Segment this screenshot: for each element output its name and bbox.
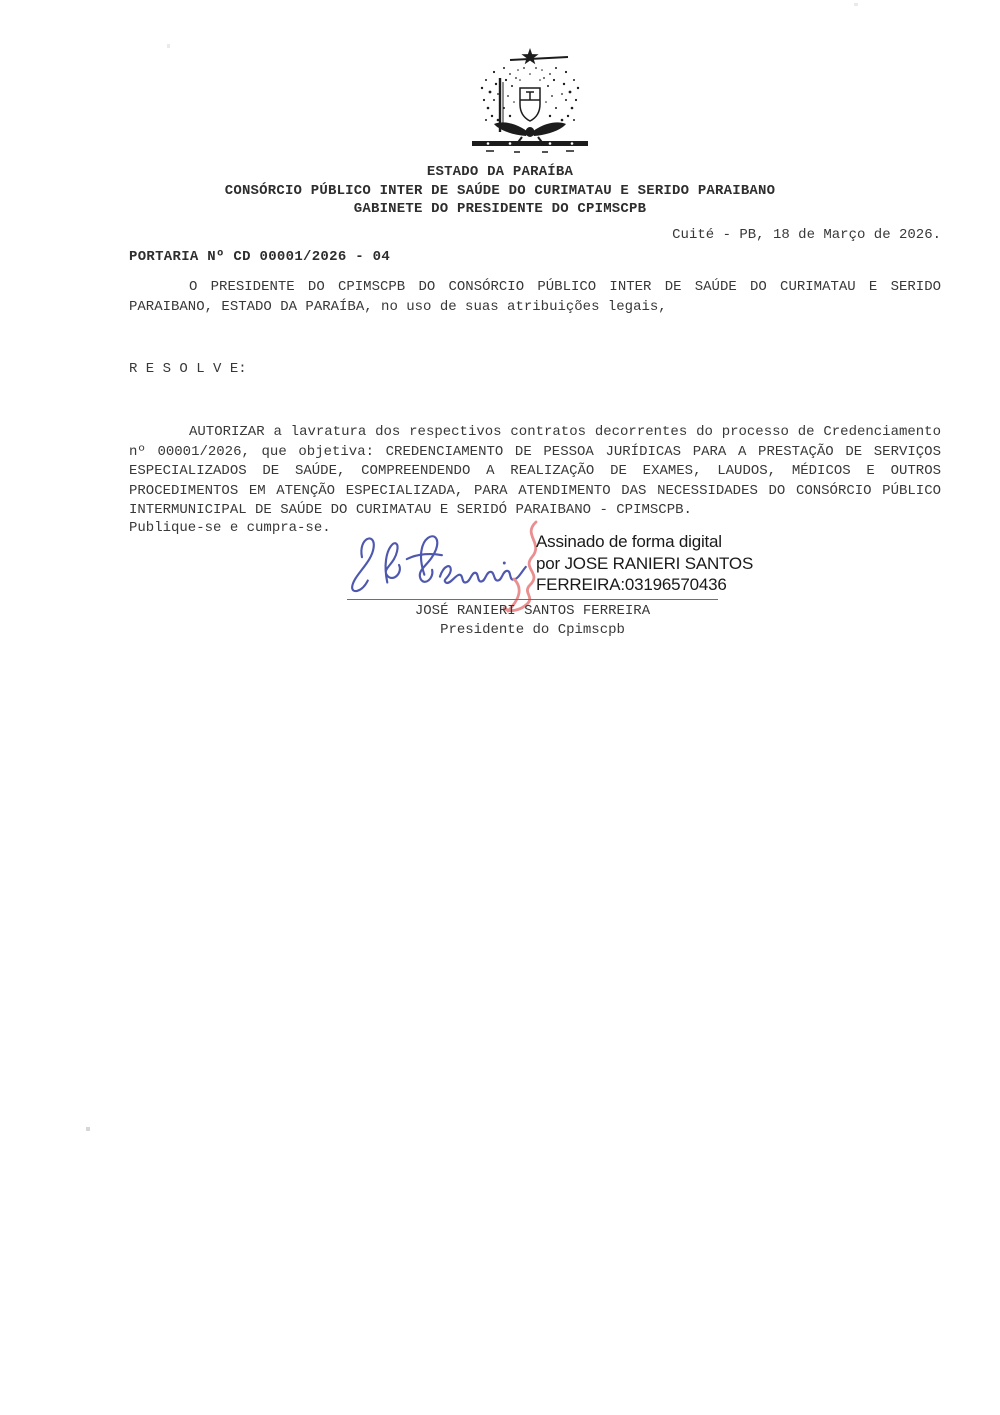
- signature-block: [0, 515, 1000, 665]
- doc-number: PORTARIA Nº CD 00001/2026 - 04: [129, 249, 391, 265]
- scan-artifact: [854, 3, 858, 6]
- stamp-line: Assinado de forma digital: [536, 532, 722, 551]
- signer-identity: [347, 602, 718, 639]
- shield: [520, 88, 540, 121]
- org-name-line3: GABINETE DO PRESIDENTE DO CPIMSCPB: [353, 201, 647, 217]
- closing-line: Publique-se e cumpra-se.: [129, 520, 331, 536]
- paraiba-coat-of-arms: [466, 44, 594, 160]
- resolution-paragraph: AUTORIZAR a lavratura dos respectivos contratos decorrentes do processo de Credenciamento nº 00001/2026, que objetiva: CREDENCIAMENTO DE PESSOA JURÍDICAS PARA A PRESTAÇÃO DE SERVIÇOS ESPECIALIZADOS DE SAÚDE, COMPREENDENDO A REALIZAÇÃO DE EXAMES, LAUDOS, MÉDICOS E OUTROS PROCEDIMENTOS EM ATENÇÃO ESPECIALIZADA, PARA ATENDIMENTO DAS NECESSIDADES DO CONSÓRCIO PÚBLICO INTERMUNICIPAL DE SAÚDE DO CURIMATAU E SERIDÓ PARAIBANO - CPIMSCPB.: [129, 424, 941, 518]
- scan-artifact: [167, 44, 170, 48]
- org-name-line1: ESTADO DA PARAÍBA: [426, 164, 574, 180]
- letterhead: [94, 163, 906, 219]
- dateline: Cuité - PB, 18 de Março de 2026.: [672, 227, 941, 243]
- preamble-paragraph: O PRESIDENTE DO CPIMSCPB DO CONSÓRCIO PÚBLICO INTER DE SAÚDE DO CURIMATAU E SERIDO PARAIBANO, ESTADO DA PARAÍBA, no uso de suas atribuições legais,: [129, 279, 941, 315]
- org-name-line2: CONSÓRCIO PÚBLICO INTER DE SAÚDE DO CURIMATAU E SERIDO PARAIBANO: [224, 182, 776, 199]
- banner-bar: [472, 141, 588, 152]
- digital-signature-stamp: [536, 531, 766, 596]
- stamp-line: FERREIRA:03196570436: [536, 575, 727, 594]
- scan-artifact: [86, 1127, 90, 1131]
- stamp-line: por JOSE RANIERI SANTOS: [536, 553, 754, 573]
- signer-title: Presidente do Cpimscpb: [440, 621, 625, 638]
- signer-name: JOSÉ RANIERI SANTOS FERREIRA: [414, 603, 651, 619]
- star-icon: [510, 48, 568, 64]
- signature-rule: [347, 599, 718, 600]
- resolve-heading: R E S O L V E:: [129, 361, 247, 377]
